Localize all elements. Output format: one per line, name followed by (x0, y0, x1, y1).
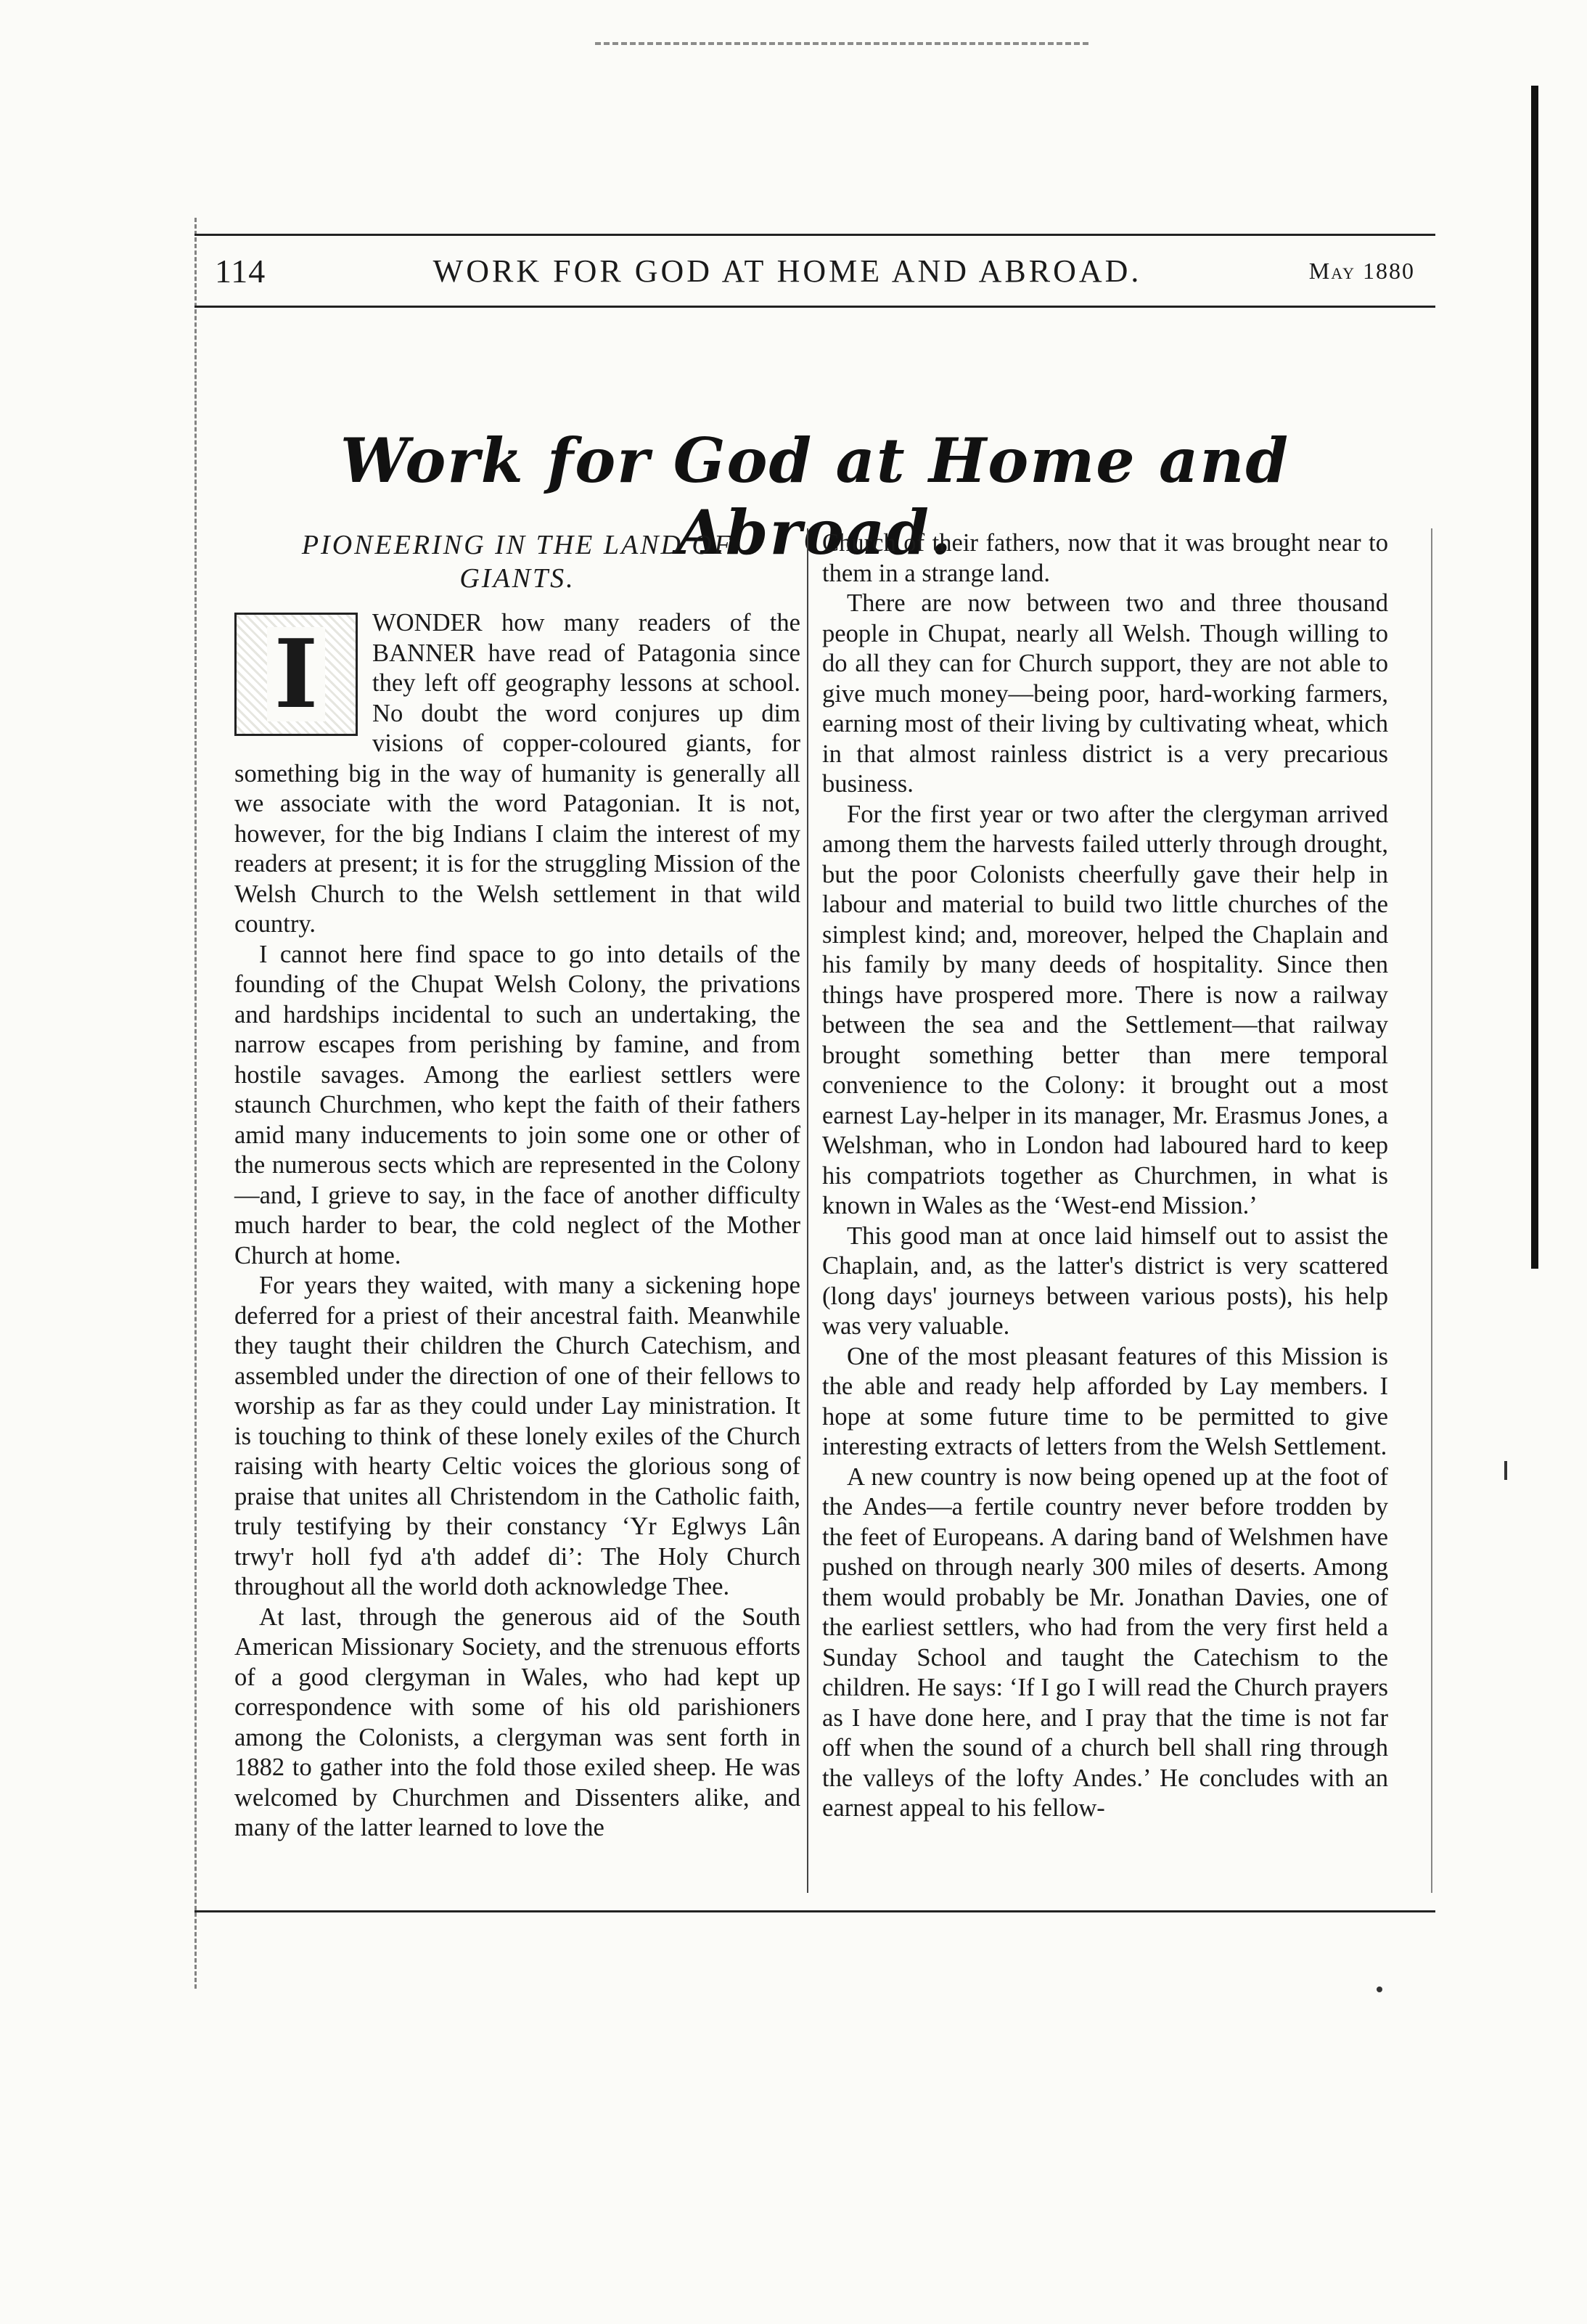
article-paragraph: A new country is now being opened up at the foot of the Andes—a fertile country never before trodden by the feet of Europeans. A daring band of Welshmen have pushed on through nearly 300 miles of deserts. Among them would probably be Mr. Jonathan Davies, one of the earliest settlers, who had from the very first held a Sunday School and taught the Catechism to the children. He says: ‘If I go I will read the Church prayers as I have done here, and I pray that the time is not far off when the sound of a church bell shall ring through the valleys of the lofty Andes.’ He concludes with an earnest appeal to his fellow- (822, 1462, 1388, 1822)
article-paragraph (234, 608, 800, 940)
right-column (822, 528, 1388, 1824)
scan-edge-bar (1531, 86, 1538, 1269)
drop-cap-initial (234, 613, 358, 736)
scan-mark (1504, 1461, 1507, 1480)
issue-date: May 1880 (1308, 257, 1415, 284)
drop-cap-letter: I (267, 627, 326, 721)
article-paragraph: There are now between two and three thousand people in Chupat, nearly all Welsh. Though willing to do all they can for Church support, they are not able to give much money—being poor, hard-working farmers, earning most of their living by cultivating wheat, which in that almost rainless district is a very precarious business. (822, 589, 1388, 798)
running-head: WORK FOR GOD AT HOME AND ABROAD. (432, 253, 1142, 289)
page-number: 114 (215, 252, 266, 290)
article-paragraph: For years they waited, with many a sickening hope deferred for a priest of their ancestral faith. Meanwhile they taught their children the Church Catechism, and assembled under the direction of one of their fellows to worship as far as they could under Lay ministration. It is touching to think of these lonely exiles of the Church raising with hearty Celtic voices the glorious song of praise that unites all Christendom in the Catholic faith, truly testifying by their constancy ‘Yr Eglwys Lân trwy'r holl fyd a'th addef di’: The Holy Church throughout all the world doth acknowledge Thee. (234, 1272, 800, 1600)
article-paragraph: This good man at once laid himself out to assist the Chaplain, and, as the latter's district is very scattered (long days' journeys between various posts), his help was very valuable. (822, 1222, 1388, 1340)
page-header (194, 234, 1435, 308)
left-column (234, 528, 800, 1844)
right-column-border (1431, 528, 1432, 1893)
page-footer-rule (194, 1910, 1435, 1912)
section-masthead: Work for God at Home and Abroad. (340, 425, 1290, 568)
article-title: PIONEERING IN THE LAND OF GIANTS. (301, 530, 734, 594)
article-paragraph: For the first year or two after the clergyman arrived among them the harvests failed utterly through drought, but the poor Colonists cheerfully gave their help in labour and material to build two little churches of the simplest kind; and, moreover, helped the Chaplain and his family by many deeds of hospitality. Since then things have prospered more. There is now a railway between the sea and the Settlement—that railway brought something better than mere temporal convenience to the Colony: it brought out a most earnest Lay-helper in its manager, Mr. Erasmus Jones, a Welshman, who in London had laboured hard to keep his compatriots together as Churchmen, in what is known in Wales as the ‘West-end Mission.’ (822, 800, 1388, 1219)
article-paragraph: At last, through the generous aid of the South American Missionary Society, and the strenuous efforts of a good clergyman in Wales, who had kept up correspondence with some of his old parishioners among the Colonists, a clergyman was sent forth in 1882 to gather into the fold those exiled sheep. He was welcomed by Churchmen and Dissenters alike, and many of the latter learned to love the (234, 1603, 800, 1841)
article-paragraph: Church of their fathers, now that it was brought near to them in a strange land. (822, 529, 1388, 587)
scan-artifact-top (595, 42, 1088, 45)
scan-speck (1377, 1987, 1382, 1992)
article-paragraph: I cannot here find space to go into details of the founding of the Chupat Welsh Colony, the privations and hardships incidental to such an undertaking, the narrow escapes from perishing by famine, and from hostile savages. Among the earliest settlers were staunch Churchmen, who kept the faith of their fathers amid many inducements to join some one or other of the numerous sects which are represented in the Colony—and, I grieve to say, in the face of another difficulty much harder to bear, the cold neglect of the Mother Church at home. (234, 940, 800, 1269)
paragraph-text: WONDER how many readers of the BANNER have read of Patagonia since they left off geography lessons at school. No doubt the word conjures up dim visions of copper-coloured giants, for something big in the way of humanity is generally all we associate with the word Patagonian. It is not, however, for the big Indians I claim the interest of my readers at present; it is for the struggling Mission of the Welsh Church to the Welsh settlement in that wild country. (234, 609, 800, 938)
column-divider (807, 528, 808, 1893)
article-paragraph: One of the most pleasant features of this Mission is the able and ready help afforded by Lay members. I hope at some future time to be permitted to give interesting extracts of letters from the Welsh Settlement. (822, 1342, 1388, 1460)
